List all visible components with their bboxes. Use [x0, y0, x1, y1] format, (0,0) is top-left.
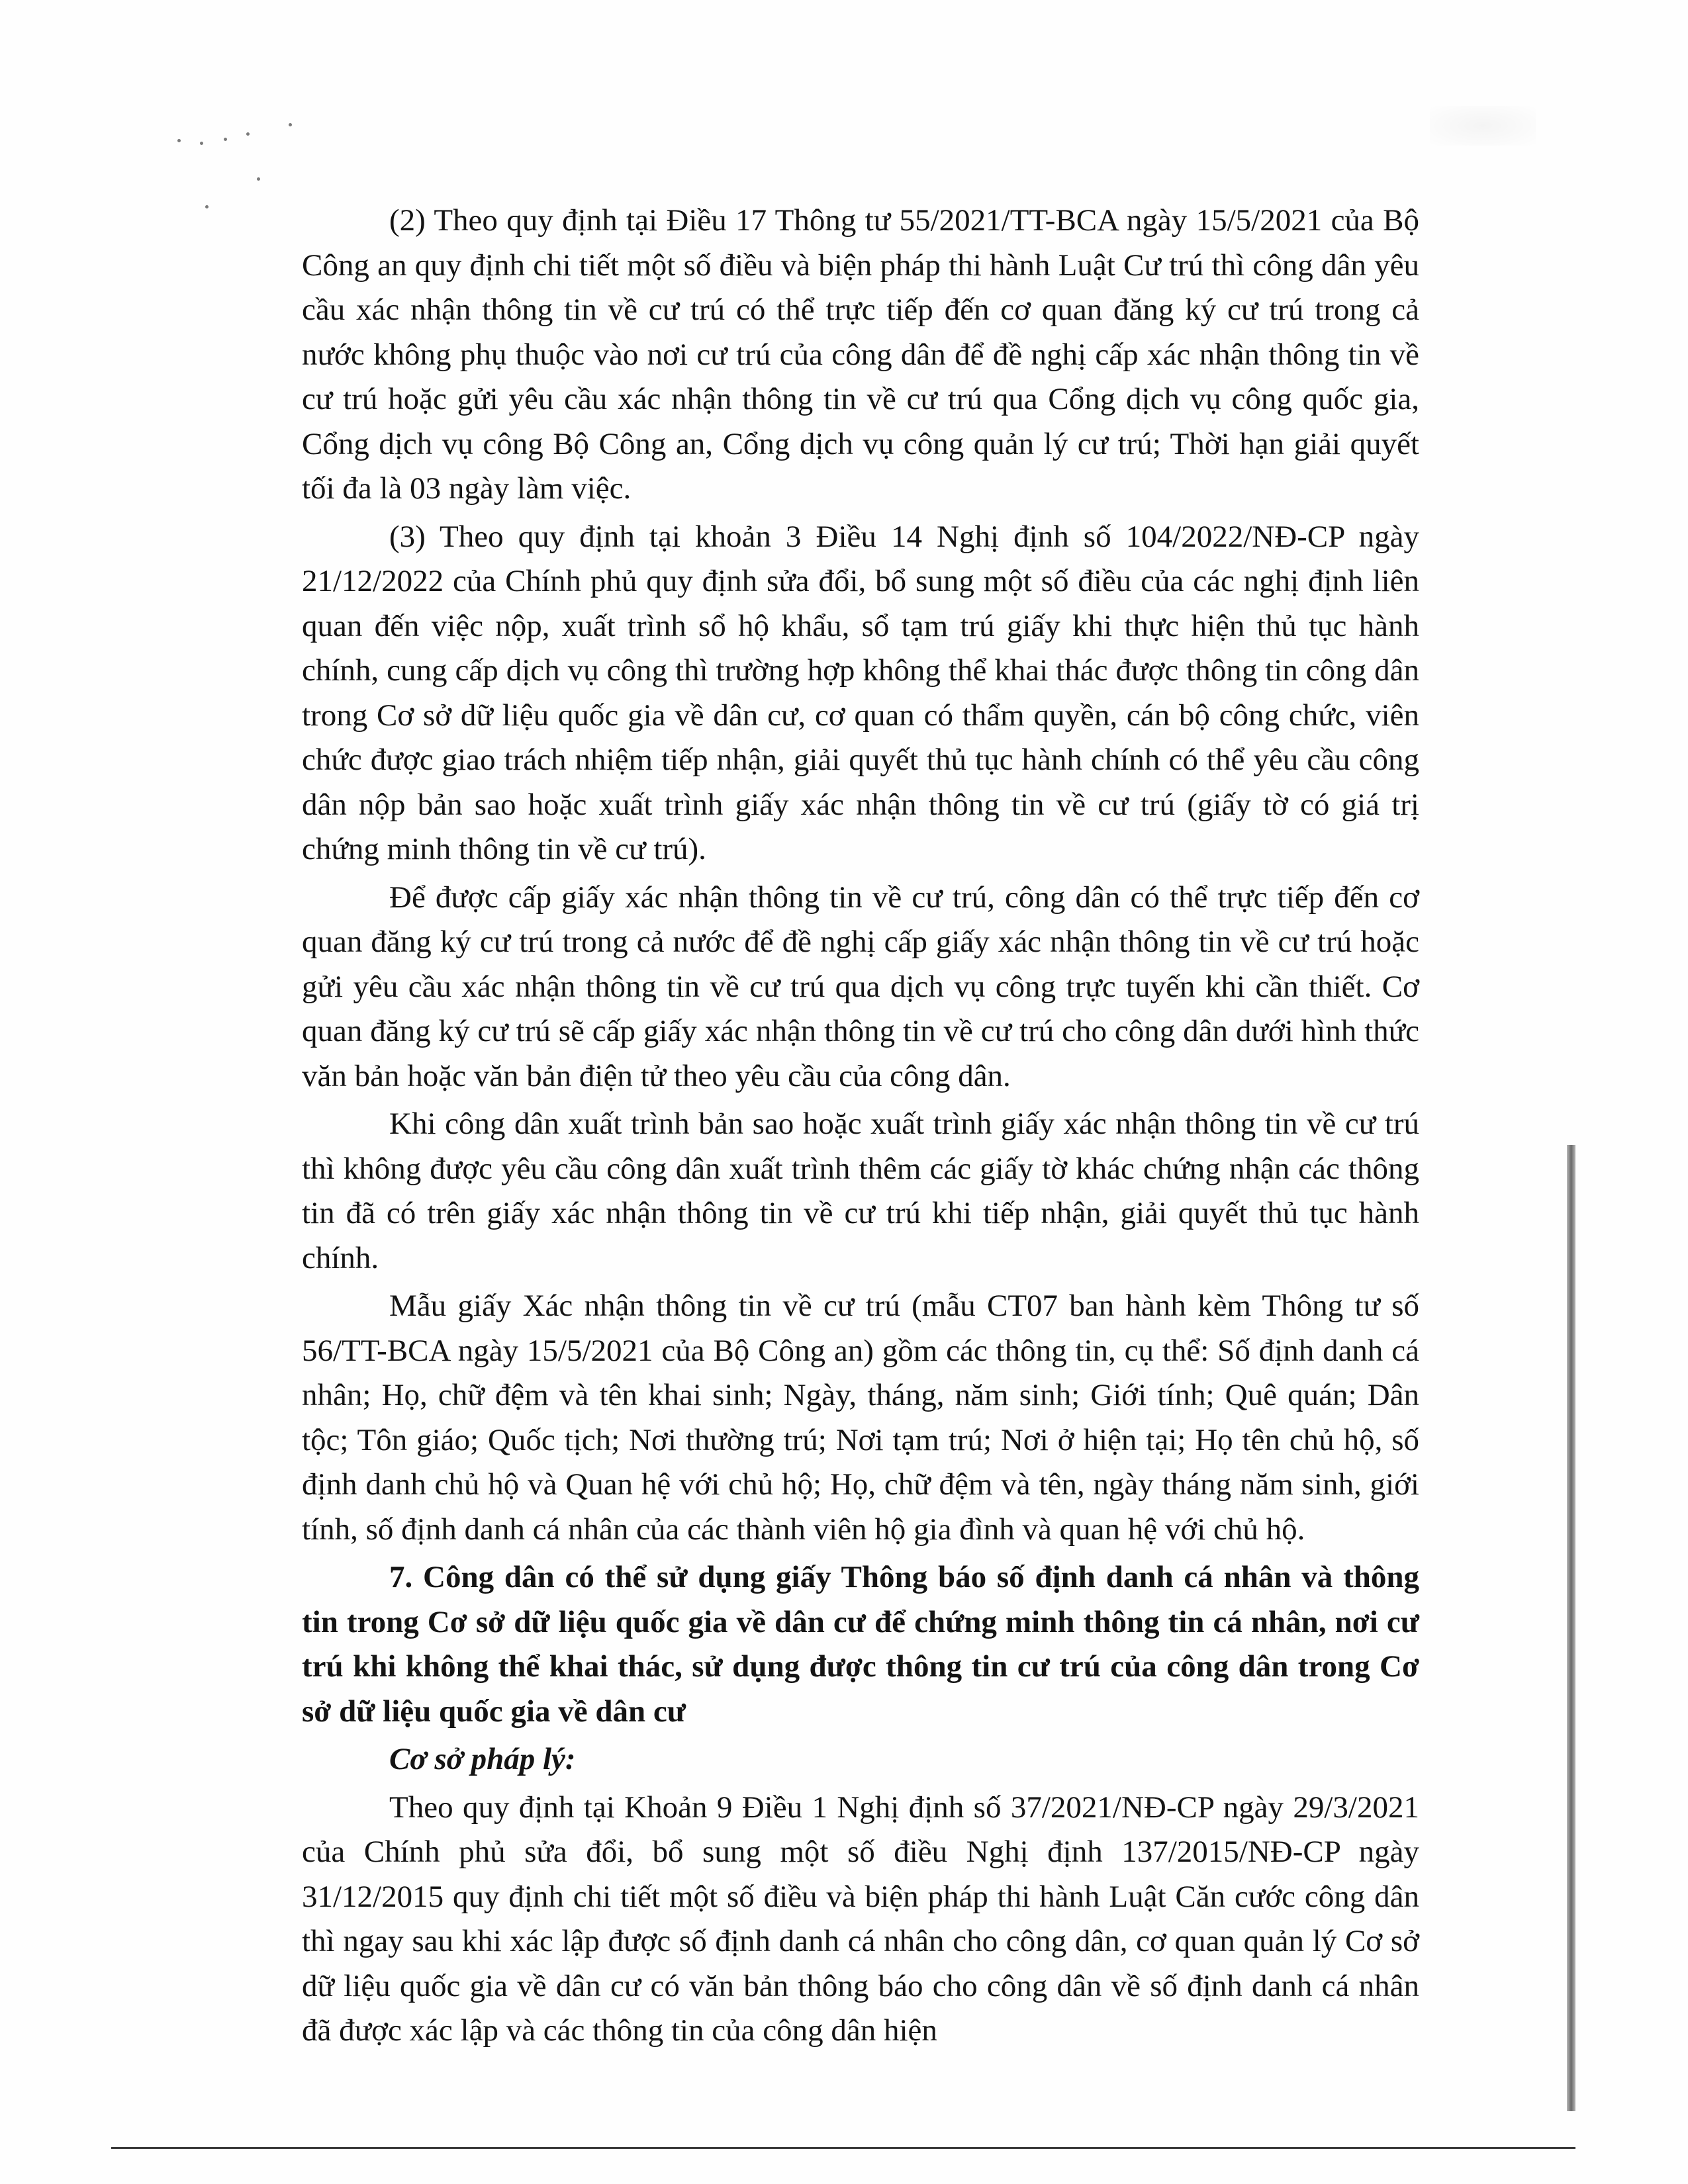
paragraph-item-3: (3) Theo quy định tại khoản 3 Điều 14 Nghị định số 104/2022/NĐ-CP ngày 21/12/2022 của Chính phủ quy định sửa đổi, bổ sung một số điều của các nghị định liên quan đến việc nộp, xuất trình sổ hộ khẩu, sổ tạm trú giấy khi thực hiện thủ tục hành chính, cung cấp dịch vụ công thì trường hợp không thể khai thác được thông tin công dân trong Cơ sở dữ liệu quốc gia về dân cư, cơ quan có thẩm quyền, cán bộ công chức, viên chức được giao trách nhiệm tiếp nhận, giải quyết thủ tục hành chính có thể yêu cầu công dân nộp bản sao hoặc xuất trình giấy xác nhận thông tin về cư trú (giấy tờ có giá trị chứng minh thông tin về cư trú). — [302, 519, 1419, 866]
document-body — [302, 199, 1419, 2057]
scan-speck — [224, 138, 227, 141]
paragraph-issuance: Để được cấp giấy xác nhận thông tin về cư trú, công dân có thể trực tiếp đến cơ quan đăng ký cư trú trong cả nước để đề nghị cấp giấy xác nhận thông tin về cư trú hoặc gửi yêu cầu xác nhận thông tin về cư trú qua dịch vụ công trực tuyến khi cần thiết. Cơ quan đăng ký cư trú sẽ cấp giấy xác nhận thông tin về cư trú cho công dân dưới hình thức văn bản hoặc văn bản điện tử theo yêu cầu của công dân. — [302, 880, 1419, 1093]
paragraph-legal-basis: Theo quy định tại Khoản 9 Điều 1 Nghị định số 37/2021/NĐ-CP ngày 29/3/2021 của Chính phủ sửa đổi, bổ sung một số điều Nghị định 137/2015/NĐ-CP ngày 31/12/2015 quy định chi tiết một số điều và biện pháp thi hành Luật Căn cước công dân thì ngay sau khi xác lập được số định danh cá nhân cho công dân, cơ quan quản lý Cơ sở dữ liệu quốc gia về dân cư có văn bản thông báo cho công dân về số định danh cá nhân đã được xác lập và các thông tin của công dân hiện — [302, 1790, 1419, 2048]
scan-speck — [289, 123, 292, 126]
paragraph-presentation: Khi công dân xuất trình bản sao hoặc xuất trình giấy xác nhận thông tin về cư trú thì không được yêu cầu công dân xuất trình thêm các giấy tờ khác chứng nhận các thông tin đã có trên giấy xác nhận thông tin về cư trú khi tiếp nhận, giải quyết thủ tục hành chính. — [302, 1107, 1419, 1275]
paragraph-form-ct07: Mẫu giấy Xác nhận thông tin về cư trú (mẫu CT07 ban hành kèm Thông tư số 56/TT-BCA ngày 15/5/2021 của Bộ Công an) gồm các thông tin, cụ thể: Số định danh cá nhân; Họ, chữ đệm và tên khai sinh; Ngày, tháng, năm sinh; Giới tính; Quê quán; Dân tộc; Tôn giáo; Quốc tịch; Nơi thường trú; Nơi tạm trú; Nơi ở hiện tại; Họ tên chủ hộ, số định danh chủ hộ và Quan hệ với chủ hộ; Họ, chữ đệm và tên, ngày tháng năm sinh, giới tính, số định danh cá nhân của các thành viên hộ gia đình và quan hệ với chủ hộ. — [302, 1289, 1419, 1547]
scan-smudge — [1430, 106, 1536, 146]
scan-speck — [205, 205, 209, 208]
scan-speck — [246, 132, 250, 136]
paragraph-item-2: (2) Theo quy định tại Điều 17 Thông tư 55/2021/TT-BCA ngày 15/5/2021 của Bộ Công an quy định chi tiết một số điều và biện pháp thi hành Luật Cư trú thì công dân yêu cầu xác nhận thông tin về cư trú có thể trực tiếp đến cơ quan đăng ký cư trú trong cả nước không phụ thuộc vào nơi cư trú của công dân để đề nghị cấp xác nhận thông tin về cư trú hoặc gửi yêu cầu xác nhận thông tin về cư trú qua Cổng dịch vụ công quốc gia, Cổng dịch vụ công Bộ Công an, Cổng dịch vụ công quản lý cư trú; Thời hạn giải quyết tối đa là 03 ngày làm việc. — [302, 203, 1419, 506]
scan-speck — [200, 142, 203, 145]
scan-speck — [257, 177, 260, 181]
section-heading-7: 7. Công dân có thể sử dụng giấy Thông báo số định danh cá nhân và thông tin trong Cơ sở dữ liệu quốc gia về dân cư để chứng minh thông tin cá nhân, nơi cư trú khi không thể khai thác, sử dụng được thông tin cư trú của công dân trong Cơ sở dữ liệu quốc gia về dân cư — [302, 1560, 1419, 1729]
scan-speck — [177, 139, 181, 142]
scan-edge-shadow — [1567, 1145, 1575, 2111]
legal-basis-subheading: Cơ sở pháp lý: — [389, 1742, 576, 1776]
page-bottom-rule — [111, 2147, 1575, 2149]
